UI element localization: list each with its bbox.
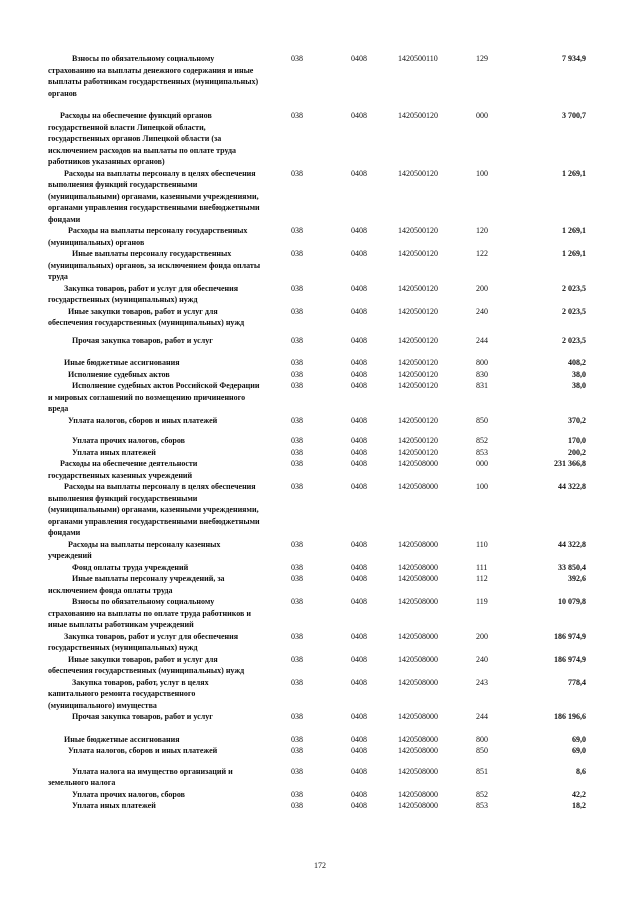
target-article-code: 1420508000 [398,734,438,744]
row-name: Расходы на выплаты персоналу в целях обеспечения выполнения функций государственными (муниципальными) органами, казенными учреждениями, органами управления государственными внебюджетными фондами [48,168,262,224]
expense-type-code: 800 [476,734,488,744]
target-article-code: 1420508000 [398,539,438,549]
amount: 2 023,5 [562,306,586,316]
target-article-code: 1420500120 [398,381,438,390]
ministry-code: 038 [291,712,303,721]
section-code: 0408 [351,249,367,258]
row-name: Фонд оплаты труда учреждений [48,562,189,572]
table-row [48,110,588,168]
ministry-code: 038 [291,369,303,379]
ministry-code: 038 [291,801,303,810]
expense-type-code: 112 [476,574,488,583]
expense-type-code: 200 [476,283,488,293]
ministry-code: 038 [291,436,303,445]
table-row [48,53,588,99]
expense-type-code: 853 [476,447,488,457]
target-article-code: 1420508000 [398,631,438,641]
expense-type-code: 129 [476,54,488,63]
target-article-code: 1420508000 [398,597,438,606]
table-row [48,306,588,329]
row-name: Взносы по обязательному социальному страхованию на выплаты денежного содержания и иные выплаты работникам государственных (муниципальных) органов [48,54,261,98]
ministry-code: 038 [291,306,303,316]
table-row [48,458,588,481]
expense-type-code: 119 [476,597,488,606]
table-row [48,168,588,226]
target-article-code: 1420508000 [398,562,438,572]
section-code: 0408 [351,746,367,755]
table-row [48,539,588,562]
ministry-code: 038 [291,766,303,776]
target-article-code: 1420500120 [398,226,438,235]
amount: 1 269,1 [562,249,586,258]
table-row [48,562,588,574]
row-name: Расходы на выплаты персоналу казенных учреждений [48,539,223,560]
amount: 38,0 [572,369,586,379]
target-article-code: 1420500120 [398,249,438,258]
ministry-code: 038 [291,574,303,583]
expense-type-code: 000 [476,111,488,120]
expense-type-code: 850 [476,746,488,755]
amount: 42,2 [572,789,586,799]
row-name: Взносы по обязательному социальному страхованию на выплаты по оплате труда работников и иные выплаты работникам учреждений [48,597,253,629]
target-article-code: 1420508000 [398,746,438,755]
amount: 38,0 [572,381,586,390]
section-code: 0408 [351,482,367,491]
section-code: 0408 [351,415,367,425]
amount: 44 322,8 [558,482,586,491]
table-row [48,596,588,631]
table-row [48,357,588,369]
page-number: 172 [314,861,326,870]
row-name: Расходы на обеспечение деятельности государственных казенных учреждений [48,459,200,480]
section-code: 0408 [351,283,367,293]
expense-type-code: 122 [476,249,488,258]
expense-type-code: 244 [476,712,488,721]
table-row [48,677,588,712]
ministry-code: 038 [291,459,303,468]
amount: 408,2 [568,358,586,367]
ministry-code: 038 [291,168,303,178]
expense-type-code: 240 [476,306,488,316]
target-article-code: 1420500120 [398,436,438,445]
amount: 186 974,9 [554,654,586,664]
section-code: 0408 [351,369,367,379]
section-code: 0408 [351,436,367,445]
section-code: 0408 [351,306,367,316]
target-article-code: 1420500120 [398,358,438,367]
row-name: Иные бюджетные ассигнования [48,358,180,367]
row-name: Уплата прочих налогов, сборов [48,436,185,445]
ministry-code: 038 [291,539,303,549]
table-row [48,654,588,677]
ministry-code: 038 [291,654,303,664]
row-name: Уплата налогов, сборов и иных платежей [48,415,218,425]
section-code: 0408 [351,801,367,810]
table-row [48,335,588,347]
section-code: 0408 [351,562,367,572]
row-name: Иные бюджетные ассигнования [48,734,180,744]
table-row [48,766,588,789]
target-article-code: 1420500120 [398,168,438,178]
expense-type-code: 120 [476,226,488,235]
expense-type-code: 100 [476,168,488,178]
row-name: Расходы на выплаты персоналу государственных (муниципальных) органов [48,226,250,247]
target-article-code: 1420500120 [398,415,438,425]
table-row [48,573,588,596]
expense-type-code: 240 [476,654,488,664]
table-row [48,734,588,746]
table-row [48,789,588,801]
expense-type-code: 244 [476,335,488,345]
target-article-code: 1420500120 [398,283,438,293]
section-code: 0408 [351,447,367,457]
ministry-code: 038 [291,734,303,744]
amount: 370,2 [568,415,586,425]
expense-type-code: 830 [476,369,488,379]
table-row [48,248,588,283]
row-name: Иные выплаты персоналу государственных (муниципальных) органов, за исключением фонда оплаты труда [48,249,263,281]
ministry-code: 038 [291,447,303,457]
table-row [48,283,588,306]
section-code: 0408 [351,539,367,549]
section-code: 0408 [351,168,367,178]
expense-type-code: 852 [476,436,488,445]
amount: 186 196,6 [554,712,586,721]
amount: 8,6 [576,766,586,776]
amount: 1 269,1 [562,226,586,235]
target-article-code: 1420500120 [398,111,438,120]
table-row [48,481,588,539]
ministry-code: 038 [291,746,303,755]
table-row [48,745,588,757]
amount: 778,4 [568,677,586,687]
amount: 1 269,1 [562,168,586,178]
ministry-code: 038 [291,111,303,120]
ministry-code: 038 [291,562,303,572]
table-row [48,415,588,427]
row-name: Уплата иных платежей [48,801,156,810]
ministry-code: 038 [291,358,303,367]
row-name: Закупка товаров, работ и услуг для обеспечения государственных (муниципальных) нужд [48,631,241,652]
target-article-code: 1420508000 [398,801,438,810]
expense-type-code: 853 [476,801,488,810]
ministry-code: 038 [291,631,303,641]
target-article-code: 1420500120 [398,369,438,379]
amount: 44 322,8 [558,539,586,549]
amount: 392,6 [568,574,586,583]
table-row [48,435,588,447]
expense-type-code: 100 [476,482,488,491]
amount: 3 700,7 [562,111,586,120]
ministry-code: 038 [291,789,303,799]
row-name: Прочая закупка товаров, работ и услуг [48,712,213,721]
row-name: Уплата налога на имущество организаций и земельного налога [48,766,235,787]
expense-type-code: 243 [476,677,488,687]
ministry-code: 038 [291,54,303,63]
section-code: 0408 [351,712,367,721]
row-name: Исполнение судебных актов [48,369,170,379]
section-code: 0408 [351,358,367,367]
amount: 2 023,5 [562,283,586,293]
expense-type-code: 110 [476,539,488,549]
section-code: 0408 [351,54,367,63]
table-row [48,369,588,381]
section-code: 0408 [351,381,367,390]
row-name: Прочая закупка товаров, работ и услуг [48,335,213,345]
budget-table [48,53,588,812]
target-article-code: 1420508000 [398,574,438,583]
amount: 10 079,8 [558,597,586,606]
target-article-code: 1420508000 [398,712,438,721]
expense-type-code: 850 [476,415,488,425]
row-name: Закупка товаров, работ, услуг в целях капитального ремонта государственного (муниципального) имущества [48,677,211,710]
section-code: 0408 [351,789,367,799]
table-row [48,225,588,248]
row-name: Уплата налогов, сборов и иных платежей [48,746,218,755]
section-code: 0408 [351,631,367,641]
target-article-code: 1420508000 [398,482,438,491]
ministry-code: 038 [291,283,303,293]
ministry-code: 038 [291,482,303,491]
section-code: 0408 [351,111,367,120]
target-article-code: 1420508000 [398,654,438,664]
amount: 170,0 [568,436,586,445]
expense-type-code: 800 [476,358,488,367]
table-row [48,711,588,723]
section-code: 0408 [351,766,367,776]
row-name: Уплата иных платежей [48,447,156,457]
section-code: 0408 [351,226,367,235]
row-name: Иные закупки товаров, работ и услуг для обеспечения государственных (муниципальных) нужд [48,306,245,327]
expense-type-code: 851 [476,766,488,776]
expense-type-code: 831 [476,381,488,390]
section-code: 0408 [351,677,367,687]
section-code: 0408 [351,459,367,468]
expense-type-code: 000 [476,459,488,468]
section-code: 0408 [351,654,367,664]
target-article-code: 1420508000 [398,789,438,799]
ministry-code: 038 [291,249,303,258]
row-name: Расходы на выплаты персоналу в целях обеспечения выполнения функций государственными (муниципальными) органами, казенными учреждениями, органами управления государственными внебюджетными фондами [48,482,262,537]
ministry-code: 038 [291,226,303,235]
expense-type-code: 852 [476,789,488,799]
amount: 18,2 [572,801,586,810]
target-article-code: 1420500120 [398,306,438,316]
expense-type-code: 200 [476,631,488,641]
row-name: Иные закупки товаров, работ и услуг для обеспечения государственных (муниципальных) нужд [48,654,245,675]
amount: 69,0 [572,734,586,744]
section-code: 0408 [351,597,367,606]
target-article-code: 1420500120 [398,335,438,345]
amount: 200,2 [568,447,586,457]
row-name: Закупка товаров, работ и услуг для обеспечения государственных (муниципальных) нужд [48,283,241,304]
amount: 186 974,9 [554,631,586,641]
table-row [48,447,588,459]
row-name: Иные выплаты персоналу учреждений, за исключением фонда оплаты труда [48,574,227,595]
target-article-code: 1420508000 [398,766,438,776]
table-row [48,800,588,812]
ministry-code: 038 [291,381,303,390]
target-article-code: 1420508000 [398,459,438,468]
table-row [48,380,588,415]
table-row [48,631,588,654]
row-name: Уплата прочих налогов, сборов [48,789,185,799]
amount: 2 023,5 [562,335,586,345]
amount: 231 366,8 [554,459,586,468]
row-name: Исполнение судебных актов Российской Федерации и мировых соглашений по возмещению причиненного вреда [48,381,262,413]
row-name: Расходы на обеспечение функций органов государственной власти Липецкой области, государственных органов Липецкой области (за исключением расходов на выплаты по оплате труда работников указанных органов) [48,111,239,166]
section-code: 0408 [351,734,367,744]
expense-type-code: 111 [476,562,488,572]
amount: 33 850,4 [558,562,586,572]
ministry-code: 038 [291,335,303,345]
amount: 69,0 [572,746,586,755]
ministry-code: 038 [291,677,303,687]
ministry-code: 038 [291,597,303,606]
section-code: 0408 [351,574,367,583]
target-article-code: 1420500120 [398,447,438,457]
amount: 7 934,9 [562,54,586,63]
section-code: 0408 [351,335,367,345]
target-article-code: 1420508000 [398,677,438,687]
ministry-code: 038 [291,415,303,425]
target-article-code: 1420500110 [398,54,438,63]
